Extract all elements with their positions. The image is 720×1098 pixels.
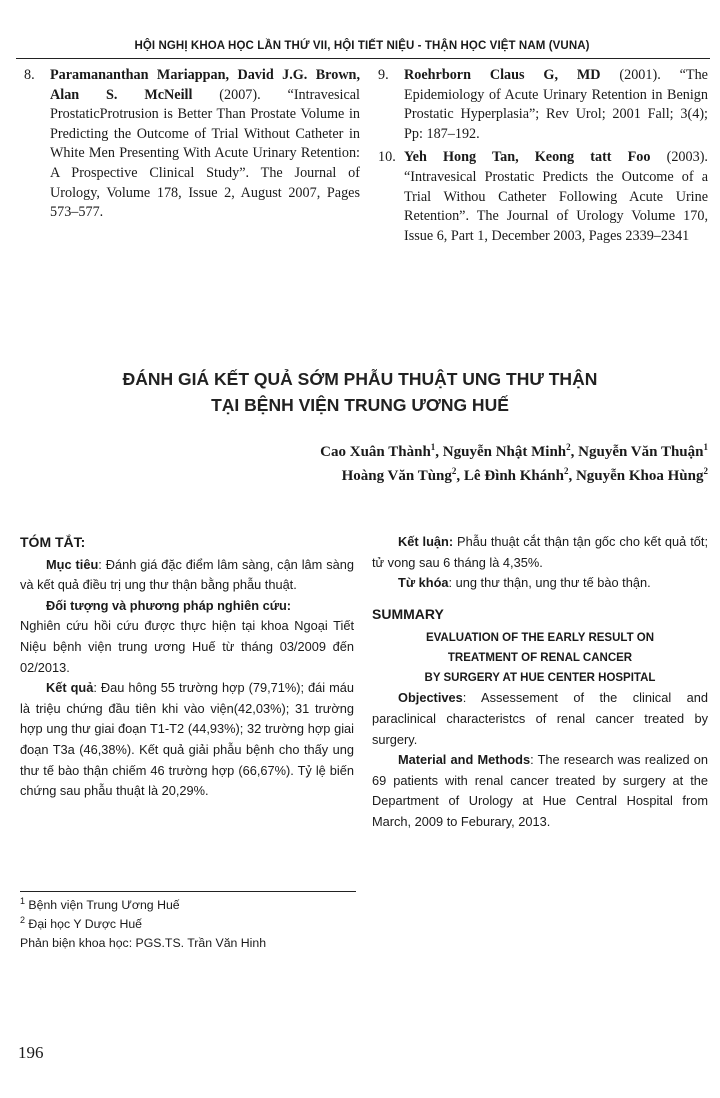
author-affiliation-mark: 2: [451, 466, 457, 476]
author-affiliation-mark: 2: [703, 466, 708, 476]
author-list: Cao Xuân Thành$^1$, Nguyễn Nhật Minh$^2$, Nguyễn Văn Thuận$^1$ Hoàng Văn Tùng$^2$, Lê Đình Khánh$^2$, Nguyễn Khoa Hùng$^2$: [320, 442, 708, 484]
footnote: $^1$ Bệnh viện Trung Ương Huế: [20, 895, 180, 912]
abstract-methods-label: Đối tượng và phương pháp nghiên cứu:: [46, 597, 292, 613]
summary-title: EVALUATION OF THE EARLY RESULT ON TREATMENT OF RENAL CANCER BY SURGERY AT HUE CENTER HOSPITAL: [424, 632, 656, 685]
author-name: Cao Xuân Thành: [320, 444, 431, 460]
abstract-right-column: [372, 532, 708, 833]
article-title-line-1: ĐÁNH GIÁ KẾT QUẢ SỚM PHẪU THUẬT UNG THƯ THẬN: [122, 369, 598, 389]
author-name: Hoàng Văn Tùng: [341, 468, 452, 484]
summary-heading: SUMMARY: [372, 605, 444, 622]
summary-objectives: Objectives: Assessement of the clinical and paraclinical characteristcs of renal cancer treated by surgery.: [372, 690, 708, 747]
article-title-line-2: TẠI BỆNH VIỆN TRUNG ƯƠNG HUẾ: [211, 395, 509, 415]
reference-number: 8.: [24, 67, 35, 83]
reference-text: (2007). “Intravesical ProstaticProtrusion is Better Than Prostate Volume in Predicting the Outcome of Trial Without Catheter in White Men Presenting With Acute Urinary Retention: A Prospective Clinical Study”. The Journal of Urology, Volume 178, Issue 2, August 2007, Pages 573–577.: [50, 86, 361, 221]
abstract-keywords: Từ khóa: ung thư thận, ung thư tế bào thận.: [398, 575, 651, 591]
article-title: [40, 366, 680, 418]
author-name: Nguyễn Văn Thuận: [578, 444, 704, 460]
footnote-rule: [20, 891, 356, 892]
author-name: Nguyễn Nhật Minh: [442, 444, 567, 460]
header-rule: [16, 58, 710, 59]
reference-item: [24, 66, 360, 223]
reference-item: [378, 148, 708, 246]
author-affiliation-mark: 1: [430, 442, 436, 452]
author-name: Lê Đình Khánh: [463, 468, 564, 484]
reference-number: 9.: [378, 67, 389, 83]
footnote-reviewer: Phản biện khoa học: PGS.TS. Trần Văn Hinh: [20, 936, 267, 950]
footnotes: [20, 896, 360, 953]
running-head: HỘI NGHỊ KHOA HỌC LẦN THỨ VII, HỘI TIẾT NIỆU - THẬN HỌC VIỆT NAM (VUNA): [134, 40, 590, 52]
abstract-methods: Nghiên cứu hồi cứu được thực hiện tại khoa Ngoại Tiết Niệu bệnh viện trung ương Huế từ tháng 03/2009 đến 02/2013.: [20, 618, 354, 675]
summary-methods: Material and Methods: The research was realized on 69 patients with renal cancer treated by surgery at the Department of Urology at Hue Central Hospital from March, 2009 to Feburary, 2013.: [372, 752, 708, 829]
author-affiliation-mark: 2: [566, 442, 571, 452]
author-affiliation-mark: 1: [703, 442, 708, 452]
reference-authors: Paramananthan Mariappan, David J.G. Brown, Alan S. McNeill: [50, 67, 360, 103]
references-right-column: [378, 66, 708, 246]
reference-text: (2001). “The Epidemiology of Acute Urinary Retention in Benign Prostatic Hyperplasia”; Rev Urol; 2001 Fall; 3(4); Pp: 187–192.: [404, 67, 708, 142]
footnote: $^2$ Đại học Y Dược Huế: [20, 914, 143, 931]
author-name: Nguyễn Khoa Hùng: [575, 468, 704, 484]
reference-number: 10.: [378, 149, 396, 166]
reference-item: [378, 66, 708, 144]
author-affiliation-mark: 2: [563, 466, 569, 476]
abstract-conclusion: Kết luận: Phẫu thuật cắt thận tận gốc cho kết quả tốt; tử vong sau 6 tháng là 4,35%.: [372, 534, 708, 570]
references-left-column: [24, 66, 360, 223]
reference-authors: Yeh Hong Tan, Keong tatt Foo: [404, 149, 651, 166]
abstract-objective: Mục tiêu: Đánh giá đặc điểm lâm sàng, cận lâm sàng và kết quả điều trị ung thư thận bằng phẫu thuật.: [20, 556, 354, 593]
page-number: 196: [18, 1043, 44, 1062]
abstract-results: Kết quả: Đau hông 55 trường hợp (79,71%); đái máu là triệu chứng đầu tiên khi vào viện(42,03%); 31 trường hợp ung thư giai đoạn T1-T2 (44,93%); 32 trường hợp giai đoạn T3a (46,38%). Kết quả giải phẫu bệnh cho thấy ung thư tế bào thận chiếm 46 trường hợp (66,67%). Tỷ lệ biến chứng sau phẫu thuật là 20,29%.: [20, 680, 354, 799]
abstract-heading: TÓM TẮT:: [20, 534, 86, 550]
abstract-vietnamese: [20, 532, 354, 802]
reference-text: (2003). “Intravesical Prostatic Predicts the Outcome of a Trial Withou Catheter Following Acute Urine Retention”. The Journal of Urology Volume 170, Issue 6, Part 1, December 2003, Pages 2339–2341: [404, 149, 708, 244]
reference-authors: Roehrborn Claus G, MD: [404, 67, 601, 83]
